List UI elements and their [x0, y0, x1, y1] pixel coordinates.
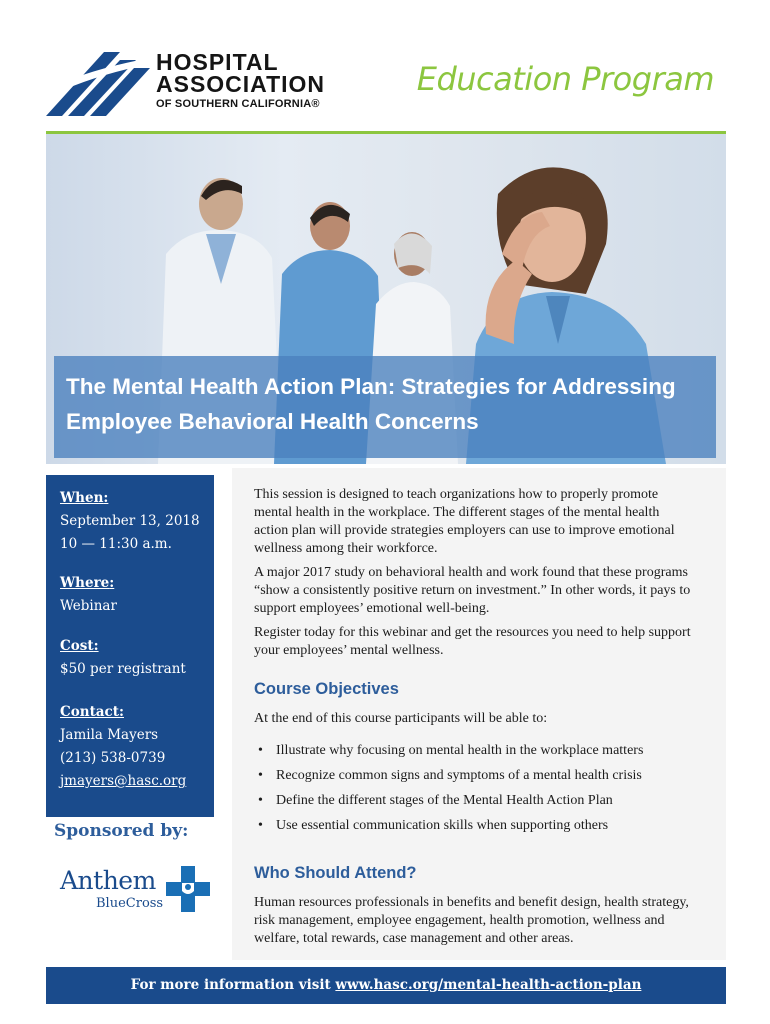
list-item: • Define the different stages of the Mental Health Action Plan — [258, 793, 613, 808]
event-title: The Mental Health Action Plan: Strategies for Addressing Employee Behavioral Health Concerns — [66, 374, 676, 434]
main-content — [232, 468, 726, 960]
anthem-wordmark: Anthem — [60, 866, 156, 895]
objectives-list — [254, 742, 714, 842]
register-paragraph: Register today for this webinar and get the resources you need to help support your employees’ mental wellness. — [254, 625, 691, 658]
bluecross-wordmark: BlueCross — [96, 896, 164, 911]
cost-label: Cost: — [60, 638, 99, 654]
when-block — [60, 487, 200, 556]
intro-paragraph: This session is designed to teach organizations how to properly promote mental health in the workplace. The different stages of the mental health action plan will provide strategies employers can use to improve emotional wellness among their workforce. — [254, 487, 675, 556]
cost-block — [60, 635, 186, 681]
bullet-icon: • — [258, 768, 263, 783]
program-title: Education Program — [416, 60, 714, 98]
contact-label: Contact: — [60, 704, 124, 720]
sponsored-by-label: Sponsored by: — [54, 821, 189, 841]
footer-prefix: For more information visit — [130, 977, 336, 993]
where-value: Webinar — [60, 598, 117, 614]
logo-line-3: OF SOUTHERN CALIFORNIA® — [156, 98, 320, 110]
attend-paragraph: Human resources professionals in benefits and benefit design, health strategy, risk management, employee engagement, health promotion, wellness and welfare, total rewards, case management and other areas. — [254, 895, 689, 946]
hasc-logo-text — [156, 51, 325, 110]
logo-line-2: ASSOCIATION — [156, 71, 326, 97]
bullet-icon: • — [258, 793, 263, 808]
list-item: • Illustrate why focusing on mental health in the workplace matters — [258, 743, 644, 758]
list-item: • Recognize common signs and symptoms of a mental health crisis — [258, 768, 642, 783]
when-time: 10 — 11:30 a.m. — [60, 536, 172, 552]
where-label: Where: — [60, 575, 115, 591]
who-should-attend-heading: Who Should Attend? — [254, 864, 417, 882]
footer-banner — [46, 967, 726, 1004]
where-block — [60, 572, 117, 618]
contact-block — [60, 701, 186, 793]
logo-line-1: HOSPITAL — [156, 49, 279, 75]
bullet-icon: • — [258, 743, 263, 758]
cost-value: $50 per registrant — [60, 661, 186, 677]
objectives-intro: At the end of this course participants will be able to: — [254, 711, 548, 726]
contact-email-link[interactable]: jmayers@hasc.org — [60, 773, 187, 789]
hasc-logo-mark-icon — [46, 50, 150, 116]
header — [0, 0, 770, 132]
bullet-icon: • — [258, 818, 263, 833]
when-date: September 13, 2018 — [60, 513, 200, 529]
anthem-bluecross-logo — [56, 866, 206, 918]
contact-name: Jamila Mayers — [60, 727, 159, 743]
title-banner — [54, 356, 716, 458]
list-item: • Use essential communication skills when supporting others — [258, 818, 609, 833]
contact-phone: (213) 538-0739 — [60, 750, 166, 766]
when-label: When: — [60, 490, 109, 506]
study-paragraph: A major 2017 study on behavioral health and work found that these programs “show a consistently positive return on investment.” In other words, it pays to support employees’ emotional well-being. — [254, 565, 691, 616]
course-objectives-heading: Course Objectives — [254, 680, 399, 698]
event-details-sidebar — [46, 475, 214, 817]
bluecross-blueshield-icon — [166, 866, 210, 912]
more-info-link[interactable]: www.hasc.org/mental-health-action-plan — [335, 977, 642, 993]
